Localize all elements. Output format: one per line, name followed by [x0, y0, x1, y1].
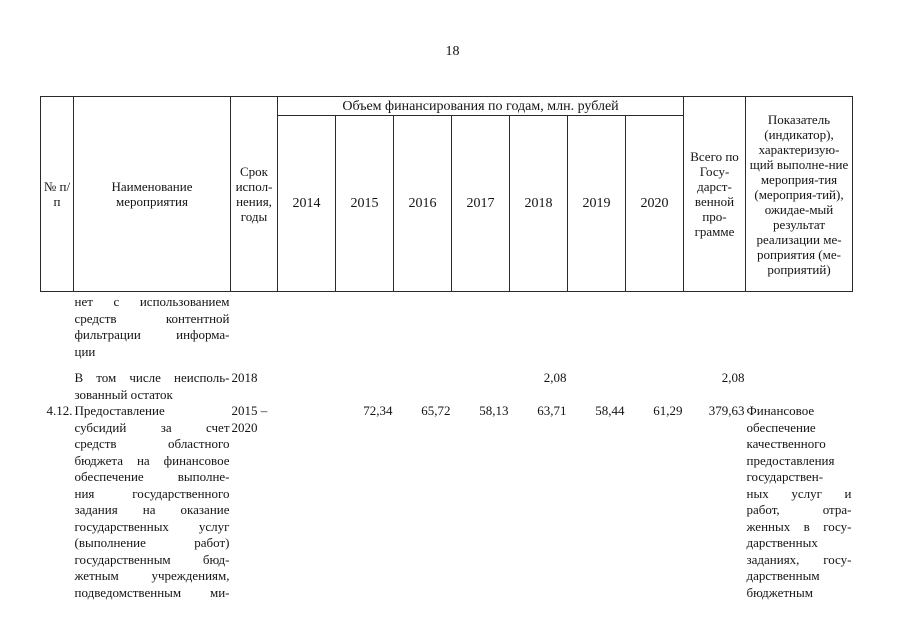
row-total: 2,08: [721, 370, 745, 385]
row-year-value: 72,34: [363, 403, 393, 418]
indicator-line: работ, отра-: [746, 502, 852, 517]
row-term: [231, 292, 278, 361]
header-term: Срок испол-нения, годы: [231, 97, 278, 292]
indicator-line: Финансовое: [746, 403, 815, 418]
header-year: 2020: [626, 116, 684, 292]
header-year: 2017: [452, 116, 510, 292]
row-year-value: 58,13: [479, 403, 509, 418]
table-row: [41, 403, 853, 601]
row-year-value: [452, 292, 510, 361]
table-header: [41, 97, 853, 292]
header-year: 2015: [336, 116, 394, 292]
indicator-line: обеспечение: [746, 419, 816, 435]
header-num: № п/п: [41, 97, 74, 292]
name-line: задания на оказание: [74, 502, 230, 517]
row-year-value: [394, 360, 452, 403]
name-line: субсидий за счет: [74, 419, 230, 435]
row-year-value: [278, 360, 336, 403]
name-line: бюджета на финансовое: [74, 452, 230, 468]
row-year-value: 58,44: [595, 403, 625, 418]
table-row: [41, 360, 853, 403]
row-year-value: [626, 292, 684, 361]
header-year: 2018: [510, 116, 568, 292]
row-num: 4.12.: [46, 403, 73, 418]
header-total: Всего по Госу-дарст-венной про-грамме: [684, 97, 746, 292]
row-year-value: [278, 403, 336, 601]
row-year-value: [568, 360, 626, 403]
row-indicator: [746, 360, 853, 403]
row-total: 379,63: [708, 403, 745, 418]
name-line: В том числе неисполь-: [74, 370, 230, 385]
row-year-value: [394, 292, 452, 361]
indicator-line: предоставления: [746, 452, 835, 468]
name-line: Предоставление: [74, 403, 165, 418]
name-line: подведомственным ми-: [74, 584, 230, 600]
row-year-value: [336, 360, 394, 403]
name-line: (выполнение работ): [74, 535, 230, 550]
name-line: обеспечение выполне-: [74, 469, 230, 484]
name-line: ния государственного: [74, 485, 230, 501]
row-indicator: [746, 403, 853, 601]
row-year-value: 63,71: [537, 403, 567, 418]
row-year-value: [278, 292, 336, 361]
row-num: [41, 292, 74, 361]
indicator-line: бюджетным: [746, 584, 813, 600]
table-body: [41, 292, 853, 602]
header-financing-group: Объем финансирования по годам, млн. рублей: [278, 97, 684, 116]
indicator-line: ных услуг и: [746, 485, 852, 501]
row-year-value: 61,29: [653, 403, 683, 418]
name-line: нет с использованием: [74, 294, 230, 309]
name-line: государственным бюд-: [74, 551, 230, 567]
row-name: [74, 403, 231, 601]
header-name: Наименование мероприятия: [74, 97, 231, 292]
row-term: 2015 – 2020: [231, 403, 268, 435]
header-year: 2014: [278, 116, 336, 292]
row-year-value: 2,08: [543, 370, 567, 385]
row-year-value: [452, 360, 510, 403]
name-line: средств контентной: [74, 310, 230, 326]
row-year-value: [510, 292, 568, 361]
row-total: [684, 292, 746, 361]
row-term: 2018: [231, 370, 258, 385]
indicator-line: женных в госу-: [746, 518, 852, 534]
name-line: фильтрации информа-: [74, 327, 230, 342]
indicator-line: дарственных: [746, 535, 818, 550]
name-line: зованный остаток: [74, 386, 173, 402]
row-num: [41, 360, 74, 403]
row-year-value: [568, 292, 626, 361]
row-year-value: 65,72: [421, 403, 451, 418]
indicator-line: дарственным: [746, 568, 820, 583]
row-indicator: [746, 292, 853, 361]
table-row: [41, 292, 853, 361]
row-year-value: [626, 360, 684, 403]
header-year: 2016: [394, 116, 452, 292]
header-indicator: Показатель (индикатор), характеризую-щий выполне-ние мероприя-тия (мероприя-тий), ожидае-мый результат реализации ме-роприятия (ме-роприятий): [746, 97, 853, 292]
financing-table: [40, 96, 853, 601]
indicator-line: государствен-: [746, 469, 824, 484]
indicator-line: заданиях, госу-: [746, 551, 852, 567]
name-line: средств областного: [74, 436, 230, 451]
name-line: государственных услуг: [74, 518, 230, 534]
row-name: [74, 292, 231, 361]
name-line: ции: [74, 343, 96, 359]
header-year: 2019: [568, 116, 626, 292]
row-name: [74, 360, 231, 403]
indicator-line: качественного: [746, 436, 826, 451]
page-number: 18: [445, 44, 460, 59]
name-line: жетным учреждениям,: [74, 568, 230, 583]
row-year-value: [336, 292, 394, 361]
